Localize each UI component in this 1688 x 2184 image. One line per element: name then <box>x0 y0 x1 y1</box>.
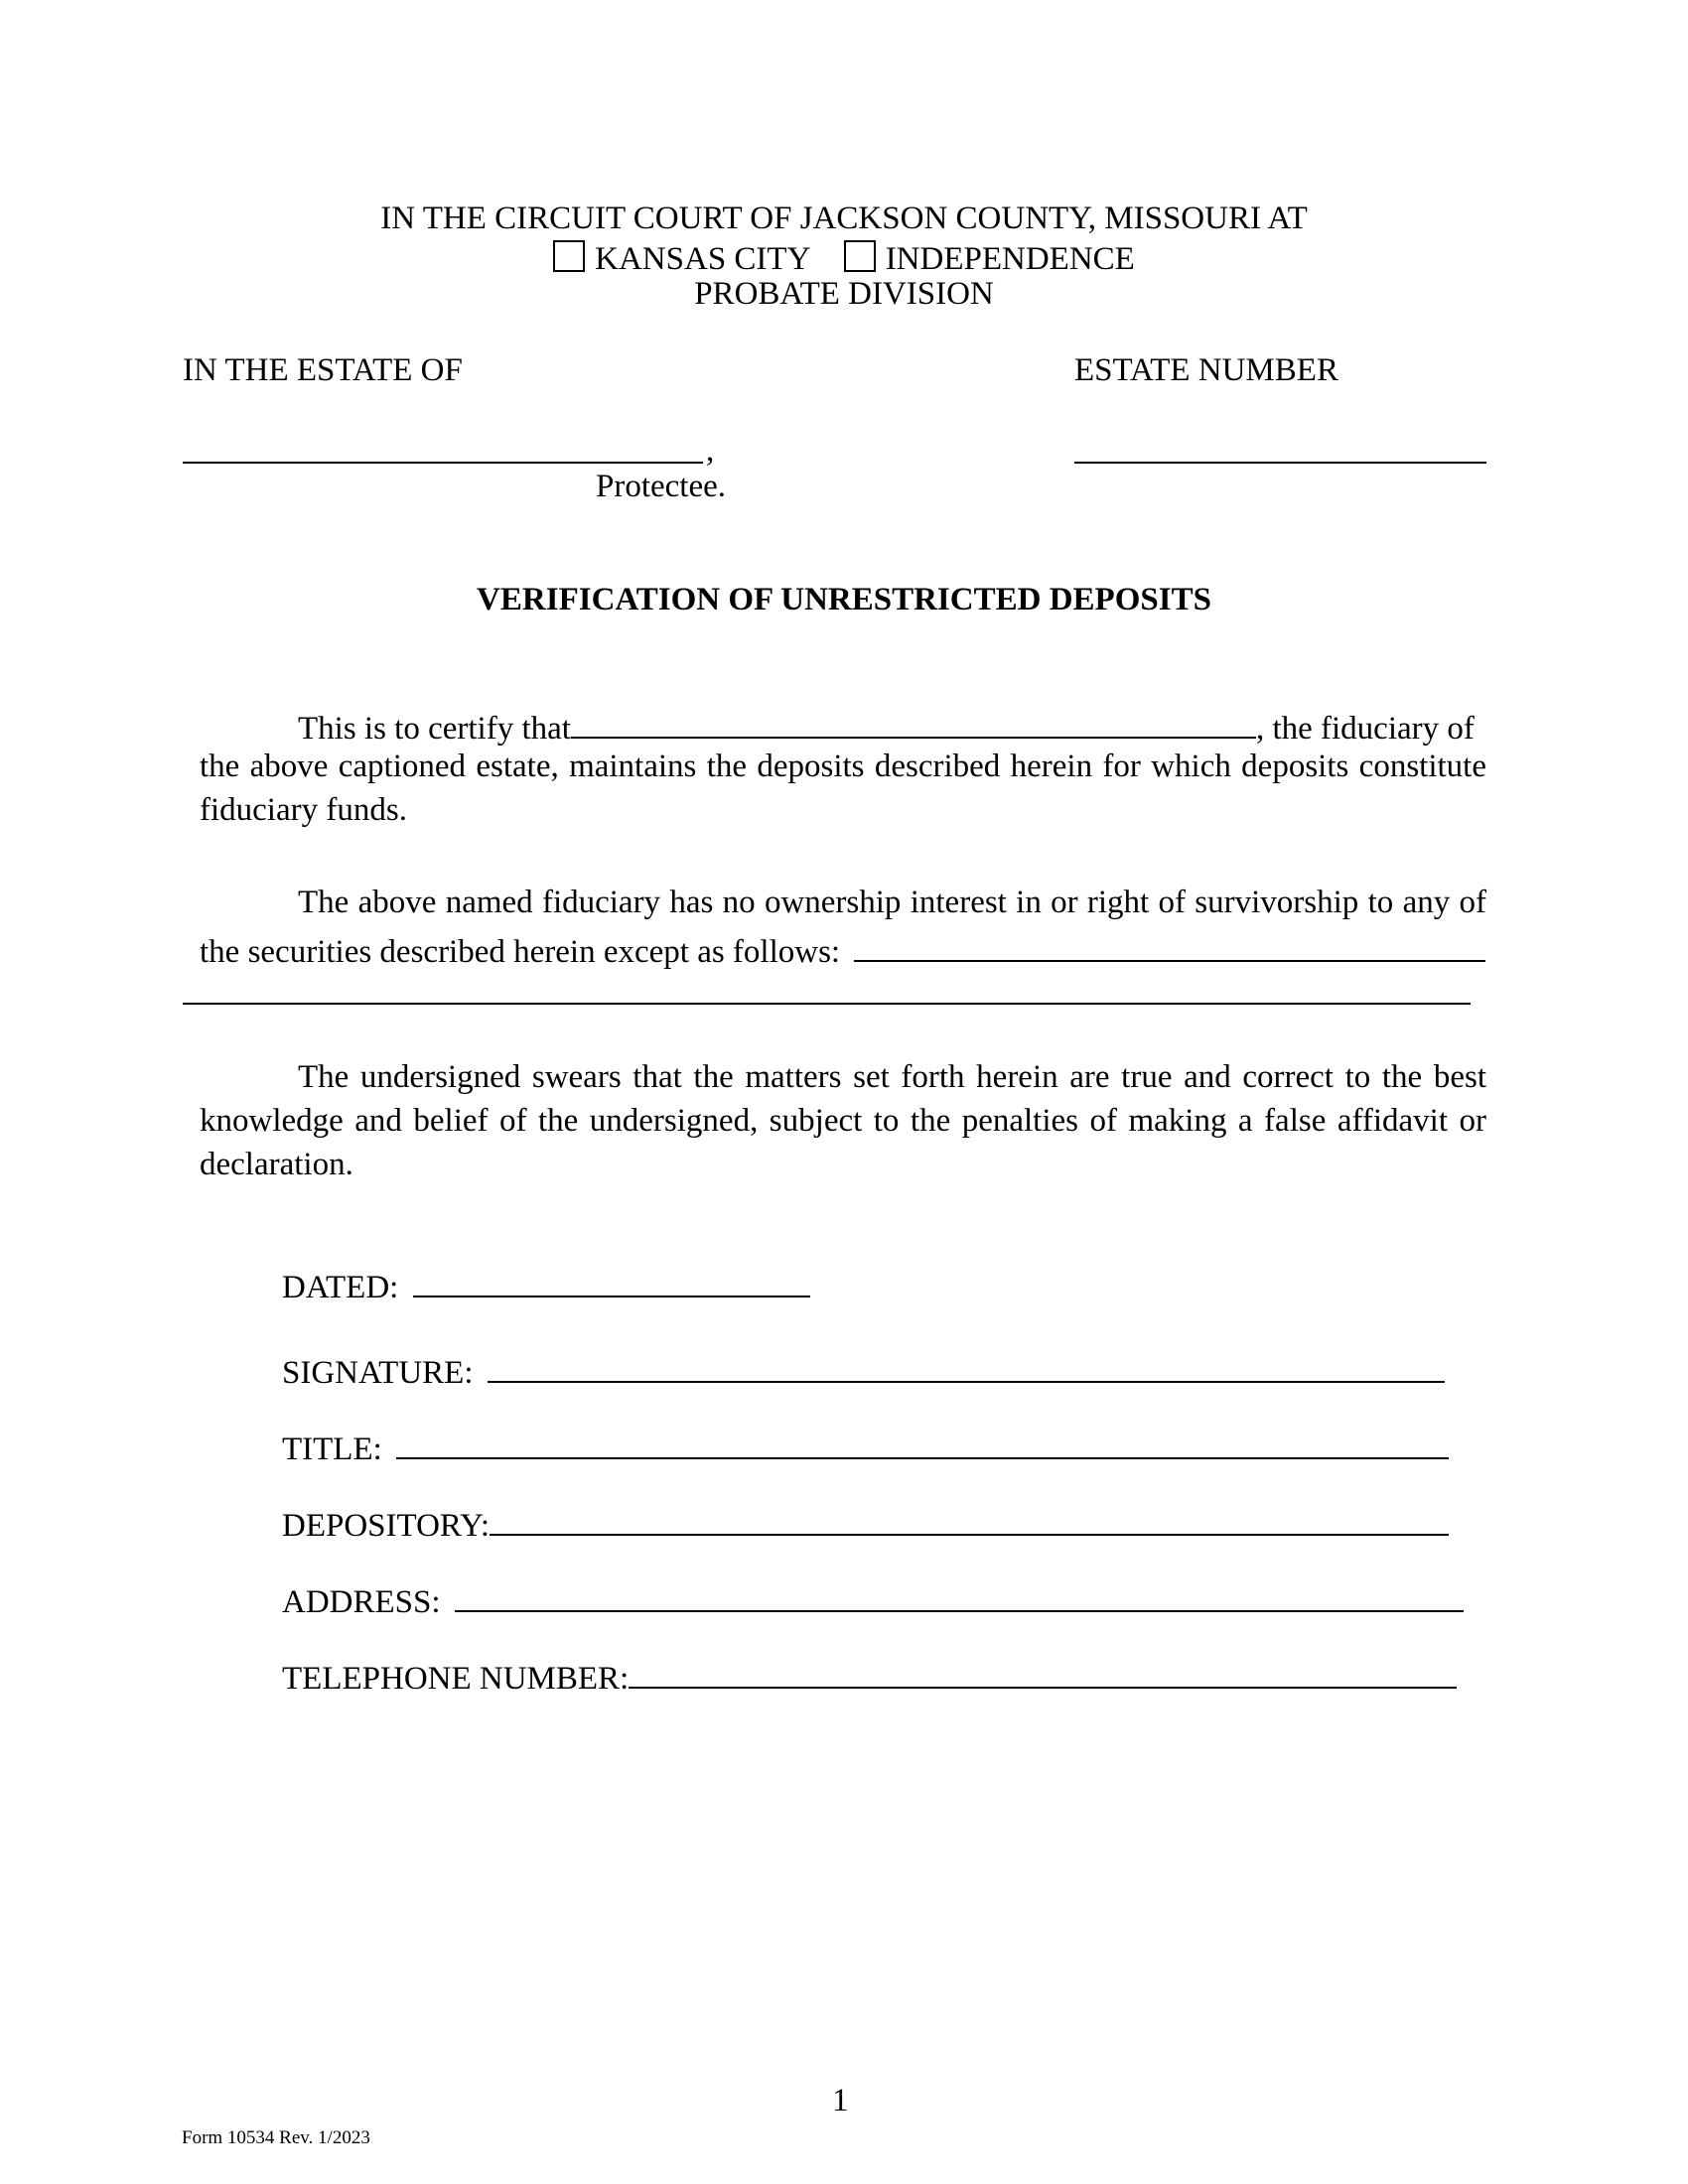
estate-of-label: IN THE ESTATE OF <box>183 352 463 388</box>
dated-row <box>282 1268 810 1304</box>
independence-label: INDEPENDENCE <box>885 241 1135 277</box>
estate-number-field[interactable] <box>1074 462 1486 464</box>
address-row <box>282 1582 1464 1619</box>
paragraph-2-line-2 <box>200 930 1486 969</box>
exceptions-field-continued[interactable] <box>183 1003 1471 1005</box>
paragraph-2-line-1: The above named fiduciary has no ownership interest in or right of survivorship to any of <box>298 885 1486 920</box>
dated-field[interactable] <box>413 1268 810 1297</box>
telephone-field[interactable] <box>629 1659 1457 1689</box>
estate-number-label: ESTATE NUMBER <box>1074 352 1338 388</box>
division-heading: PROBATE DIVISION <box>694 276 994 312</box>
certify-text: This is to certify that <box>298 711 571 747</box>
kansas-city-label: KANSAS CITY <box>595 241 810 277</box>
estate-name-comma: , <box>706 433 715 469</box>
paragraph-1-line-1 <box>200 707 1486 746</box>
protectee-label: Protectee. <box>596 469 727 504</box>
address-label: ADDRESS: <box>282 1584 441 1620</box>
kansas-city-checkbox[interactable] <box>553 240 585 272</box>
fiduciary-of-text: , the fiduciary of <box>1255 711 1475 747</box>
independence-checkbox[interactable] <box>844 240 876 272</box>
except-as-follows-text: the securities described herein except as follows: <box>200 934 841 970</box>
fiduciary-name-field[interactable] <box>571 707 1256 739</box>
page-number: 1 <box>832 2083 849 2118</box>
title-field[interactable] <box>396 1430 1449 1459</box>
estate-name-field[interactable] <box>183 462 703 464</box>
exceptions-field[interactable] <box>854 930 1485 962</box>
address-field[interactable] <box>455 1582 1464 1612</box>
court-heading: IN THE CIRCUIT COURT OF JACKSON COUNTY, MISSOURI AT <box>380 201 1308 236</box>
signature-field[interactable] <box>488 1353 1445 1383</box>
depository-label: DEPOSITORY: <box>282 1508 491 1544</box>
signature-label: SIGNATURE: <box>282 1355 474 1391</box>
signature-row <box>282 1353 1445 1390</box>
form-id: Form 10534 Rev. 1/2023 <box>182 2127 370 2148</box>
paragraph-3-line-2: knowledge and belief of the undersigned, subject to the penalties of making a false affidavit or <box>200 1103 1486 1139</box>
depository-row <box>282 1506 1449 1543</box>
paragraph-3-line-3: declaration. <box>200 1147 353 1182</box>
title-label: TITLE: <box>282 1432 382 1467</box>
dated-label: DATED: <box>282 1270 399 1305</box>
depository-field[interactable] <box>490 1506 1449 1536</box>
telephone-label: TELEPHONE NUMBER: <box>282 1661 630 1697</box>
paragraph-3-line-1: The undersigned swears that the matters set forth herein are true and correct to the best <box>298 1059 1486 1095</box>
paragraph-1-line-3: fiduciary funds. <box>200 792 407 828</box>
location-options <box>0 240 1688 276</box>
title-row <box>282 1430 1449 1466</box>
form-title: VERIFICATION OF UNRESTRICTED DEPOSITS <box>477 582 1211 617</box>
telephone-row <box>282 1659 1457 1696</box>
paragraph-1-line-2: the above captioned estate, maintains the deposits described herein for which deposits constitute <box>200 749 1486 784</box>
